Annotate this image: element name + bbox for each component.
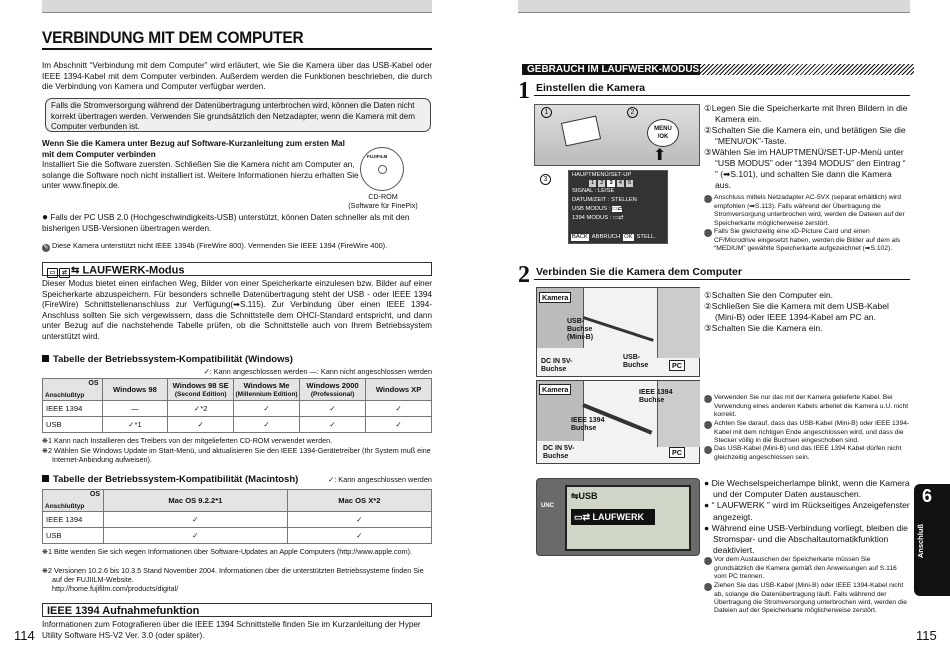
- circled-1: 1: [541, 107, 552, 118]
- callout-3: [540, 174, 553, 185]
- circled-num: ②: [704, 125, 712, 135]
- table-cell: ✓: [299, 401, 365, 417]
- note-item: [700, 419, 910, 446]
- windows-footnote-1: ❋1 Kann nach Installieren des Treibers von der mitgelieferten CD-ROM verwendet werden.: [42, 436, 333, 445]
- laufwerk-mode-heading-text: LAUFWERK-Modus: [82, 264, 185, 277]
- step1-illustration: [534, 104, 698, 244]
- corner-os: OS: [88, 380, 99, 387]
- label-ieee-buchse-pc: IEEE 1394 Buchse: [639, 389, 673, 404]
- note-text: Das USB-Kabel (Mini-B) und das IEEE 1394 Kabel dürfen nicht gleichzeitig angeschlossen sein.: [714, 445, 902, 462]
- corner-os: OS: [89, 491, 100, 498]
- mac-footnote-url: http://home.fujifilm.com/products/digital/: [52, 584, 179, 593]
- laufwerk-mode-text: Dieser Modus bietet einen einfachen Weg, Bilder von einer Speicherkarte einzulesen bzw. Bilder auf einer Speicherkarte abzuspeichern. Für besonders schnelle Datenübertragung steht der USB - oder IEEE 1394 (FireWire) Schnittstellenanschluss zur Verfügung(➡S.115). Zur Verbindung über einen IEEE 1394-Anschluss sollten Sie sich vergewissern, dass die Schnittstelle dem OHCI-Standard entspricht, und dann unter Bezug auf die nachstehende Tabelle prüfen, ob die Schnittstelle auch von Ihrem Betriebssystem unterstützt wird.: [42, 279, 432, 341]
- col-macosx: Mac OS X*2: [287, 490, 431, 512]
- step3-bullets: [704, 478, 914, 556]
- page-number-right: 115: [916, 628, 937, 643]
- lcd-tab: 1: [591, 180, 595, 187]
- bullet-item: ● Während eine USB-Verbindung vorliegt, bleiben die Stromspar- und die Abschaltautomatikfunktion deaktiviert.: [704, 522, 908, 556]
- label-pc: PC: [669, 360, 685, 371]
- ieee-text: Informationen zum Fotografieren über die IEEE 1394 Schnittstelle finden Sie im Kurzanleitung der Hyper Utility Software HS-V2 Ver. 3.0 (oder später).: [42, 620, 421, 640]
- circled-num: ①: [704, 290, 712, 300]
- bullet-text: Während eine USB-Verbindung vorliegt, bleiben die Stromspar- und die Abschaltautomatikfunktion deaktiviert.: [711, 522, 908, 556]
- step2-item-text: Schließen Sie die Kamera mit dem USB-Kabel (Mini-B) oder IEEE 1394-Kabel am PC an.: [711, 301, 889, 322]
- lcd-row-value: : LEISE: [594, 188, 615, 195]
- section-bar-hatch: [696, 64, 914, 75]
- left-page: [0, 0, 470, 664]
- table-cell: ✓*1: [102, 417, 168, 433]
- step2-number: 2: [518, 262, 530, 288]
- lcd-row: [569, 196, 667, 205]
- menu-ok-button: MENU /OK: [647, 119, 679, 147]
- step1-list: [704, 103, 910, 191]
- step2-item: [704, 323, 910, 334]
- row-label: IEEE 1394: [43, 512, 104, 528]
- lcd-row-value: :: [609, 215, 612, 222]
- cd-rom-caption: [340, 192, 426, 210]
- label-unc: UNC: [541, 503, 554, 509]
- table-cell: ✓: [299, 417, 365, 433]
- mac-table-heading: [42, 474, 298, 485]
- row-label: USB: [43, 528, 104, 544]
- windows-table-legend: ✓: Kann angeschlossen werden —: Kann nicht angeschlossen werden: [203, 367, 432, 376]
- table-cell: ✓: [104, 512, 288, 528]
- note-item: [700, 227, 910, 254]
- lcd-mode-icon: ▭⇄: [611, 206, 623, 213]
- note-icon: ✎: [704, 395, 712, 403]
- arrows-icon: ⇆: [71, 265, 80, 276]
- corner-type: Anschlußtyp: [45, 503, 85, 510]
- label-usb-buchse: USB-Buchse (Mini-B): [567, 318, 594, 341]
- note-item: [700, 556, 910, 582]
- col-main: Windows Me: [243, 380, 290, 390]
- power-warning-text: Falls die Stromversorgung während der Datenübertragung unterbrochen wird, können die Daten nicht korrekt übertragen werden. Verwenden Sie grundsätzlich den Netzadapter, wenn die Kamera mit dem Computer verbunden ist.: [51, 101, 415, 131]
- note-icon: ✎: [704, 195, 712, 203]
- step1-item-text: Schalten Sie die Kamera ein, und betätigen Sie die “MENU/OK”-Taste.: [711, 125, 906, 146]
- top-bar: [518, 0, 910, 13]
- chapter-tab-word: Anschluß: [916, 524, 925, 559]
- table-cell: ✓: [366, 417, 432, 433]
- lcd-tab-active: 3: [609, 180, 613, 187]
- lcd-row-label: SIGNAL: [572, 188, 594, 195]
- lcd-ok-key: OK: [624, 233, 633, 240]
- lcd-row-label: DATUM/ZEIT: [572, 197, 607, 204]
- table-cell: ✓: [234, 417, 300, 433]
- windows-table-heading: [42, 354, 293, 365]
- step2-notes: [700, 394, 910, 462]
- step3-notes: [700, 556, 910, 615]
- lcd-stell: STELL.: [636, 233, 656, 240]
- col-main: Windows 2000: [306, 380, 359, 390]
- col-sub: (Second Edition): [174, 390, 227, 398]
- circled-2: 2: [627, 107, 638, 118]
- corner-cell: [43, 379, 103, 401]
- chapter-tab-number: 6: [921, 486, 932, 506]
- ieee-connection-diagram: [536, 380, 700, 464]
- step2-item-text: Schalten Sie die Kamera ein.: [711, 323, 823, 333]
- table-cell: ✓: [287, 528, 431, 544]
- label-dc-in: DC IN 5V-Buchse: [543, 445, 575, 460]
- col-windowsme: [234, 379, 300, 401]
- col-windowsxp: [366, 379, 432, 401]
- col-windows98: [102, 379, 168, 401]
- lcd-back-key: BACK: [572, 233, 588, 240]
- usb-connection-diagram: [536, 287, 700, 377]
- bullet-item: ● “ LAUFWERK ” wird im Rückseitiges Anzeigefenster angezeigt.: [704, 500, 910, 522]
- card-swap-icon: ⇄: [59, 268, 70, 278]
- note-icon: ✎: [704, 446, 712, 454]
- cd-rom-caption-1: CD-ROM: [368, 192, 398, 201]
- first-connect-text: Installiert Sie die Software zuersten. Schließen Sie die Kamera nicht am Computer an, solange die Software noch nicht installiert ist. Weitere Informationen hierzu erhalten Sie unter www.finepix.de.: [42, 160, 359, 191]
- lcd-tabs: [569, 180, 667, 187]
- lcd-row: [569, 214, 667, 223]
- label-kamera: Kamera: [539, 384, 571, 395]
- lcd-row-label: USB MODUS: [572, 206, 608, 213]
- col-macos9: Mac OS 9.2.2*1: [104, 490, 288, 512]
- step1-item-text: Legen Sie die Speicherkarte mit Ihren Bildern in die Kamera ein.: [711, 103, 908, 124]
- memory-card-icon: ▭: [47, 268, 58, 278]
- cd-rom-icon: [360, 147, 404, 191]
- right-page: [478, 0, 950, 664]
- step1-item-text: Wählen Sie im HAUPTMENÜ/SET-UP-Menü unter “USB MODUS” oder “1394 MODUS” den Eintrag “ ” (➡S.101), und schalten Sie dann die Kamera aus.: [711, 147, 906, 190]
- page-number-left: 114: [14, 628, 35, 643]
- cd-rom-caption-2: (Software für FinePix): [348, 201, 418, 210]
- table-cell: ✓: [234, 401, 300, 417]
- lcd-tab: 5: [627, 180, 632, 187]
- note-item: [700, 581, 910, 616]
- col-sub: (Millennium Edition): [235, 390, 298, 398]
- pc-side: [657, 288, 700, 358]
- callout-2: [627, 107, 640, 118]
- lcd-usb-text: USB: [578, 491, 598, 501]
- note-icon: ✎: [704, 421, 712, 429]
- circled-num: ②: [704, 301, 712, 311]
- title-rule: [42, 48, 432, 50]
- step1-item: [704, 125, 910, 147]
- lcd-row-value: : STELLEN: [607, 197, 637, 204]
- lcd-mode-icon: ▭⇄: [612, 215, 624, 222]
- col-main: Windows 98 SE: [172, 380, 229, 390]
- corner-type: Anschlußtyp: [45, 392, 85, 399]
- col-windows98se: [168, 379, 234, 401]
- lcd-usb: [571, 491, 598, 502]
- table-cell: ✓: [168, 417, 234, 433]
- note-text: Falls Sie gleichzeitig eine xD-Picture Card und einen CF/Microdrive eingesetzt haben, werden die Bilder auf dem als “MEDIUM” gewählte Speicherkarte aufgezeichnet (➡S.102).: [714, 227, 901, 253]
- firewire-note-text: Diese Kamera unterstützt nicht IEEE 1394b (FireWire 800). Vermenden Sie IEEE 1394 (FireWire 400).: [52, 241, 388, 250]
- lcd-tab: 2: [600, 180, 604, 187]
- memory-card: [561, 116, 601, 147]
- circled-3: 3: [540, 174, 551, 185]
- col-sub: (Professional): [310, 390, 355, 398]
- step1-rule: [534, 95, 910, 96]
- square-bullet-icon: [42, 475, 49, 482]
- corner-cell: [43, 490, 104, 512]
- note-item: [700, 394, 910, 420]
- label-kamera: Kamera: [539, 292, 571, 303]
- bullet-text: “ LAUFWERK ” wird im Rückseitiges Anzeigefenster angezeigt.: [711, 500, 910, 522]
- label-usb-buchse-pc: USB-Buchse: [623, 354, 649, 369]
- power-warning-box: [45, 98, 431, 132]
- windows-compat-table: [42, 378, 432, 433]
- chapter-tab: [914, 484, 950, 596]
- usb-icon: ⇋: [571, 491, 579, 501]
- note-icon: ✎: [704, 583, 712, 591]
- step2-rule: [534, 279, 910, 280]
- step1-item: [704, 147, 910, 191]
- table-cell: ✓: [287, 512, 431, 528]
- mac-footnote-1: ❋1 Bitte wenden Sie sich wegen Informationen über Software-Updates an Apple Computers (http://www.apple.com).: [42, 547, 412, 556]
- table-row: [43, 417, 432, 433]
- note-icon: ✎: [704, 229, 712, 237]
- circled-num: ①: [704, 103, 712, 113]
- col-windows2000: [299, 379, 365, 401]
- step2-list: [704, 290, 910, 334]
- square-bullet-icon: [42, 355, 49, 362]
- note-text: Anschluss mittels Netzadapter AC-5VX (separat erhältlich) wird empfohlen (➡S.113). Falls während der Übertragung die Stromversorgung unterbrochen wird, werden die Dateien auf der Speicherkarte möglicherweise zerstört.: [714, 194, 905, 227]
- step1-title: Einstellen die Kamera: [536, 82, 646, 94]
- table-cell: ✓*2: [168, 401, 234, 417]
- note-icon: ✎: [43, 245, 49, 251]
- mac-compat-table: [42, 489, 432, 544]
- lcd-row: [569, 187, 667, 196]
- note-text: Ziehen Sie das USB-Kabel (Mini-B) oder IEEE 1394-Kabel nicht ab, solange die Datenübertragung läuft. Falls während der Übertragung die Stromversorgung unterbrochen wird, werden die Dateien auf der Speicherkarte möglicherweise zerstört.: [714, 581, 907, 615]
- step2-title: Verbinden Sie die Kamera dem Computer: [536, 266, 742, 278]
- usb2-bullet-text: Falls der PC USB 2.0 (Hochgeschwindigkeits-USB) unterstützt, können Daten schneller als mit den bisherigen USB-Versionen übertragen werden.: [42, 213, 410, 233]
- note-text: Verwenden Sie nur das mit der Kamera gelieferte Kabel. Bei Verwendung eines anderen Kabels arbeitet die Kamera u.U. nicht korrekt.: [714, 394, 909, 419]
- circled-num: ③: [704, 147, 712, 157]
- label-dc-in: DC IN 5V-Buchse: [541, 358, 573, 373]
- table-cell: ✓: [104, 528, 288, 544]
- lcd-row-value: :: [608, 206, 611, 213]
- bullet-icon: ●: [42, 212, 49, 223]
- page-title: VERBINDUNG MIT DEM COMPUTER: [42, 29, 304, 48]
- step2-item: [704, 301, 910, 323]
- note-item: [700, 194, 910, 228]
- drive-icon: ▭⇄: [574, 512, 593, 522]
- usb2-bullet: [42, 213, 432, 234]
- lcd-title: HAUPTMENÜ/SET-UP: [572, 172, 632, 178]
- step2-item: [704, 290, 910, 301]
- table-cell: ✓: [366, 401, 432, 417]
- cd-rom-brand: FUJIFILM: [367, 154, 388, 159]
- table-row: [43, 512, 432, 528]
- callout-1: [541, 107, 554, 118]
- ieee-heading: IEEE 1394 Aufnahmefunktion: [42, 603, 432, 617]
- lcd-laufwerk: [571, 509, 655, 525]
- lcd-tab: 4: [618, 180, 622, 187]
- mac-footnote-2: ❋2 Versionen 10.2.6 bis 10.3.5 Stand November 2004. Informationen über die unterstützten Betriebssysteme finden Sie auf der FUJIILM-Website.: [42, 566, 424, 585]
- label-pc: PC: [669, 447, 685, 458]
- section-bar: GEBRAUCH IM LAUFWERK-MODUS: [522, 64, 700, 75]
- row-label: USB: [43, 417, 103, 433]
- setup-menu-screen: [568, 170, 668, 244]
- windows-footnote-2: ❋2 Wählen Sie Windows Update im Start-Menü, und aktualisieren Sie den IEEE 1394-Gerätetreiber (Ihr System muß eine Internet-Anbindung aufweisen).: [42, 446, 431, 465]
- col-main: Windows XP: [375, 385, 422, 394]
- lcd-footer: [571, 234, 656, 241]
- step1-item: [704, 103, 910, 125]
- table-row: [43, 528, 432, 544]
- bullet-item: ● Die Wechselspeicherlampe blinkt, wenn die Kamera und der Computer Daten austauschen.: [704, 478, 910, 500]
- note-text: Achten Sie darauf, dass das USB-Kabel (Mini-B) oder IEEE 1394-Kabel mit dem richtigen Ende angeschlossen wird, und dass die Stecker völlig in die Buchsen eingeschoben sind.: [714, 419, 910, 444]
- lcd-laufwerk-text: LAUFWERK: [592, 512, 645, 522]
- firewire-note: [42, 241, 432, 252]
- step1-notes: [700, 194, 910, 253]
- windows-table-heading-text: Tabelle der Betriebssystem-Kompatibilität (Windows): [53, 354, 293, 365]
- row-label: IEEE 1394: [43, 401, 103, 417]
- col-main: Windows 98: [113, 385, 157, 394]
- mac-table-legend: ✓: Kann angeschlossen werden: [328, 475, 432, 484]
- laufwerk-mode-heading: [42, 262, 432, 276]
- camera-back-display: [536, 478, 700, 556]
- note-icon: ✎: [704, 557, 712, 565]
- lcd-row-label: 1394 MODUS: [572, 215, 609, 222]
- intro-text: Im Abschnitt “Verbindung mit dem Computer” wird erläutert, wie Sie die Kamera über das USB-Kabel oder IEEE 1394-Kabel mit dem Computer verbinden. Außerdem werden die Funktionen beschrieben, die durch die Verbindung von Kamera und Computer verfügbar werden.: [42, 61, 432, 92]
- step2-item-text: Schalten Sie den Computer ein.: [711, 290, 834, 300]
- camera-card-slot: [534, 104, 700, 166]
- table-cell: —: [102, 401, 168, 417]
- circled-num: ③: [704, 323, 712, 333]
- lcd-abbruch: ABBRUCH: [591, 233, 621, 240]
- mac-table-heading-text: Tabelle der Betriebssystem-Kompatibilität (Macintosh): [53, 474, 299, 485]
- first-connect-heading: Wenn Sie die Kamera unter Bezug auf Software-Kurzanleitung zum ersten Mal mit dem Computer verbinden: [42, 139, 345, 159]
- label-ieee-buchse-cam: IEEE 1394 Buchse: [571, 417, 605, 432]
- mode-icons: [47, 263, 79, 278]
- top-bar: [42, 0, 432, 13]
- step1-number: 1: [518, 78, 530, 104]
- table-row: [43, 401, 432, 417]
- bullet-text: Die Wechselspeicherlampe blinkt, wenn die Kamera und der Computer Daten austauschen.: [711, 478, 910, 500]
- lcd-row: [569, 205, 667, 214]
- arrow-up-icon: ⬆: [653, 147, 667, 164]
- status-lcd: [565, 485, 691, 551]
- note-text: Vor dem Austauschen der Speicherkarte müssen Sie grundsätzlich die Kamera gemäß den Anweisungen auf S.116 vom PC trennen.: [714, 556, 897, 581]
- note-item: [700, 445, 910, 462]
